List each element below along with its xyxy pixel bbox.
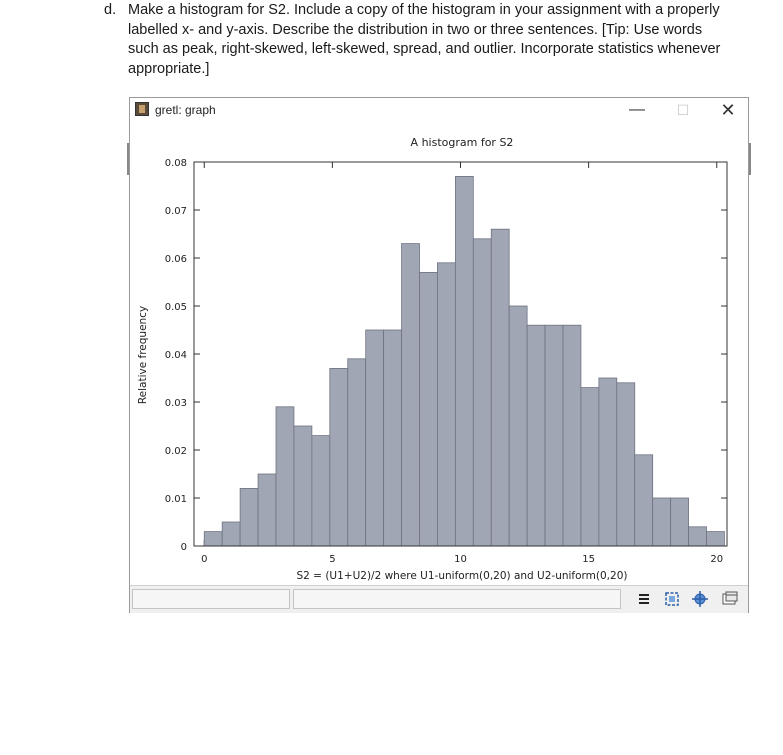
- histogram-bar: [420, 272, 438, 546]
- histogram-bar: [617, 383, 635, 546]
- y-tick-label: 0.01: [164, 494, 187, 505]
- gretl-graph-window: [129, 97, 749, 613]
- menu-icon[interactable]: [635, 590, 653, 608]
- histogram-bar: [276, 407, 294, 546]
- y-tick-label: 0.02: [164, 446, 187, 457]
- histogram-bar: [635, 455, 653, 546]
- status-field-left: [132, 589, 290, 609]
- y-axis-label: Relative frequency: [137, 305, 149, 405]
- histogram-bar: [455, 176, 473, 546]
- histogram-bar: [312, 436, 330, 546]
- window-icon[interactable]: [721, 590, 739, 608]
- maximize-button[interactable]: ☐: [676, 102, 690, 118]
- histogram-bar: [563, 325, 581, 546]
- window-title: gretl: graph: [155, 103, 216, 117]
- x-axis-label: S2 = (U1+U2)/2 where U1-uniform(0,20) and U2-uniform(0,20): [296, 570, 628, 582]
- histogram-bar: [671, 498, 689, 546]
- histogram-plot-area: [130, 124, 748, 585]
- status-field-coordinates: [293, 589, 621, 609]
- histogram-bar: [581, 388, 599, 546]
- histogram-bar: [707, 532, 725, 546]
- histogram-bar: [366, 330, 384, 546]
- y-tick-label: 0.03: [164, 398, 187, 409]
- x-tick-labels: [201, 554, 723, 565]
- background-divider-right: [749, 143, 751, 175]
- minimize-button[interactable]: —: [629, 101, 645, 118]
- zoom-icon[interactable]: [663, 590, 681, 608]
- histogram-bar: [509, 306, 527, 546]
- x-tick-label: 10: [454, 554, 467, 565]
- x-tick-label: 0: [201, 554, 208, 565]
- histogram-bar: [473, 239, 491, 546]
- histogram-bar: [384, 330, 402, 546]
- histogram-bar: [491, 229, 509, 546]
- histogram-bar: [402, 244, 420, 546]
- gretl-app-icon: [135, 102, 149, 116]
- window-titlebar[interactable]: [130, 98, 748, 124]
- question-number: d.: [104, 2, 117, 18]
- histogram-bars: [204, 176, 724, 546]
- histogram-bar: [527, 325, 545, 546]
- question-text: Make a histogram for S2. Include a copy of the histogram in your assignment with a properly labelled x- and y-axis. Describe the distribution in two or three sentences. [Tip: Use words such as peak, right-skewed, left-skewed, spread, and outlier. Incorporate statistics whenever appropriate.]: [128, 2, 721, 77]
- histogram-bar: [240, 488, 258, 546]
- chart-title: A histogram for S2: [410, 136, 514, 149]
- histogram-bar: [599, 378, 617, 546]
- y-tick-label: 0.06: [164, 254, 187, 265]
- close-button[interactable]: ✕: [720, 100, 736, 120]
- histogram-bar: [653, 498, 671, 546]
- histogram-bar: [689, 527, 707, 546]
- histogram-chart: [130, 124, 748, 585]
- y-tick-label: 0.08: [164, 158, 187, 169]
- y-tick-label: 0.07: [164, 206, 187, 217]
- x-tick-label: 5: [329, 554, 336, 565]
- histogram-bar: [437, 263, 455, 546]
- x-tick-label: 15: [582, 554, 595, 565]
- crosshair-icon[interactable]: [691, 590, 709, 608]
- histogram-bar: [545, 325, 563, 546]
- x-tick-label: 20: [710, 554, 724, 565]
- y-tick-labels: [165, 158, 187, 553]
- histogram-bar: [222, 522, 240, 546]
- status-bar: [130, 585, 748, 613]
- y-tick-label: 0.04: [164, 350, 187, 361]
- y-tick-label: 0: [180, 542, 187, 553]
- histogram-bar: [294, 426, 312, 546]
- histogram-bar: [258, 474, 276, 546]
- y-tick-label: 0.05: [164, 302, 187, 313]
- histogram-bar: [330, 368, 348, 546]
- histogram-bar: [204, 532, 222, 546]
- histogram-bar: [348, 359, 366, 546]
